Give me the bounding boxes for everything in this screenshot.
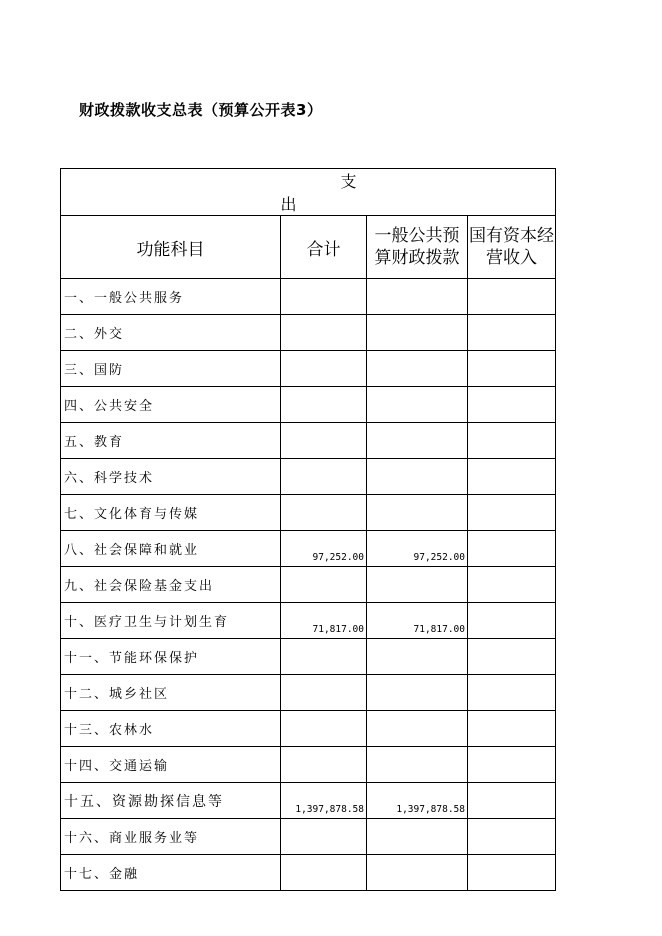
table-row: [61, 495, 556, 531]
table-row: [61, 855, 556, 891]
row-label: 三、国防: [61, 351, 281, 387]
cell-total: 97,252.00: [281, 531, 367, 567]
cell-general-budget: [367, 495, 468, 531]
column-header-total: 合计: [281, 216, 367, 279]
cell-total: [281, 423, 367, 459]
cell-state-capital: [468, 315, 556, 351]
row-label: 十六、商业服务业等: [61, 819, 281, 855]
cell-total: [281, 747, 367, 783]
cell-state-capital: [468, 459, 556, 495]
page-title: 财政拨款收支总表（预算公开表3）: [79, 101, 323, 119]
cell-state-capital: [468, 603, 556, 639]
cell-state-capital: [468, 855, 556, 891]
row-label: 二、外交: [61, 315, 281, 351]
row-label: 一、一般公共服务: [61, 279, 281, 315]
header-group-label: 支 出: [280, 172, 545, 214]
cell-state-capital: [468, 531, 556, 567]
cell-total: [281, 639, 367, 675]
cell-state-capital: [468, 819, 556, 855]
table-row: [61, 639, 556, 675]
table-row: [61, 387, 556, 423]
cell-state-capital: [468, 675, 556, 711]
row-label: 八、社会保障和就业: [61, 531, 281, 567]
row-label: 七、文化体育与传媒: [61, 495, 281, 531]
table-row: [61, 567, 556, 603]
row-label: 十一、节能环保保护: [61, 639, 281, 675]
table-row: [61, 279, 556, 315]
header-group-row: [61, 169, 556, 216]
table-row: [61, 315, 556, 351]
cell-total: [281, 351, 367, 387]
table-row: [61, 423, 556, 459]
row-label: 十三、农林水: [61, 711, 281, 747]
cell-state-capital: [468, 639, 556, 675]
table-row: [61, 351, 556, 387]
column-header-function: 功能科目: [61, 216, 281, 279]
cell-total: [281, 387, 367, 423]
cell-state-capital: [468, 747, 556, 783]
cell-state-capital: [468, 783, 556, 819]
column-header-state-capital: 国有资本经营收入: [468, 216, 556, 279]
cell-general-budget: [367, 567, 468, 603]
cell-state-capital: [468, 423, 556, 459]
cell-total: 71,817.00: [281, 603, 367, 639]
cell-general-budget: [367, 747, 468, 783]
cell-state-capital: [468, 495, 556, 531]
cell-state-capital: [468, 279, 556, 315]
cell-total: [281, 711, 367, 747]
cell-general-budget: [367, 387, 468, 423]
row-label: 九、社会保险基金支出: [61, 567, 281, 603]
cell-general-budget: [367, 855, 468, 891]
cell-total: [281, 855, 367, 891]
table-row: [61, 711, 556, 747]
cell-state-capital: [468, 351, 556, 387]
cell-general-budget: [367, 639, 468, 675]
cell-state-capital: [468, 711, 556, 747]
table-row: [61, 819, 556, 855]
cell-general-budget: [367, 459, 468, 495]
cell-state-capital: [468, 387, 556, 423]
table-row: [61, 783, 556, 819]
cell-general-budget: [367, 711, 468, 747]
table-row: [61, 747, 556, 783]
row-label: 十二、城乡社区: [61, 675, 281, 711]
cell-total: [281, 819, 367, 855]
cell-general-budget: 1,397,878.58: [367, 783, 468, 819]
table-row: [61, 603, 556, 639]
cell-state-capital: [468, 567, 556, 603]
cell-general-budget: [367, 819, 468, 855]
column-header-general-budget: 一般公共预算财政拨款: [367, 216, 468, 279]
row-label: 十七、金融: [61, 855, 281, 891]
cell-general-budget: [367, 423, 468, 459]
row-label: 十、医疗卫生与计划生育: [61, 603, 281, 639]
cell-general-budget: 97,252.00: [367, 531, 468, 567]
cell-general-budget: [367, 675, 468, 711]
cell-general-budget: 71,817.00: [367, 603, 468, 639]
cell-general-budget: [367, 315, 468, 351]
cell-total: [281, 495, 367, 531]
row-label: 六、科学技术: [61, 459, 281, 495]
cell-total: [281, 315, 367, 351]
cell-total: 1,397,878.58: [281, 783, 367, 819]
table-row: [61, 531, 556, 567]
cell-general-budget: [367, 351, 468, 387]
budget-table: [60, 168, 556, 891]
cell-general-budget: [367, 279, 468, 315]
row-label: 十五、资源勘探信息等: [61, 783, 281, 819]
table-row: [61, 675, 556, 711]
cell-total: [281, 567, 367, 603]
row-label: 五、教育: [61, 423, 281, 459]
cell-total: [281, 279, 367, 315]
cell-total: [281, 459, 367, 495]
cell-total: [281, 675, 367, 711]
header-columns-row: [61, 216, 556, 279]
table-row: [61, 459, 556, 495]
row-label: 十四、交通运输: [61, 747, 281, 783]
row-label: 四、公共安全: [61, 387, 281, 423]
